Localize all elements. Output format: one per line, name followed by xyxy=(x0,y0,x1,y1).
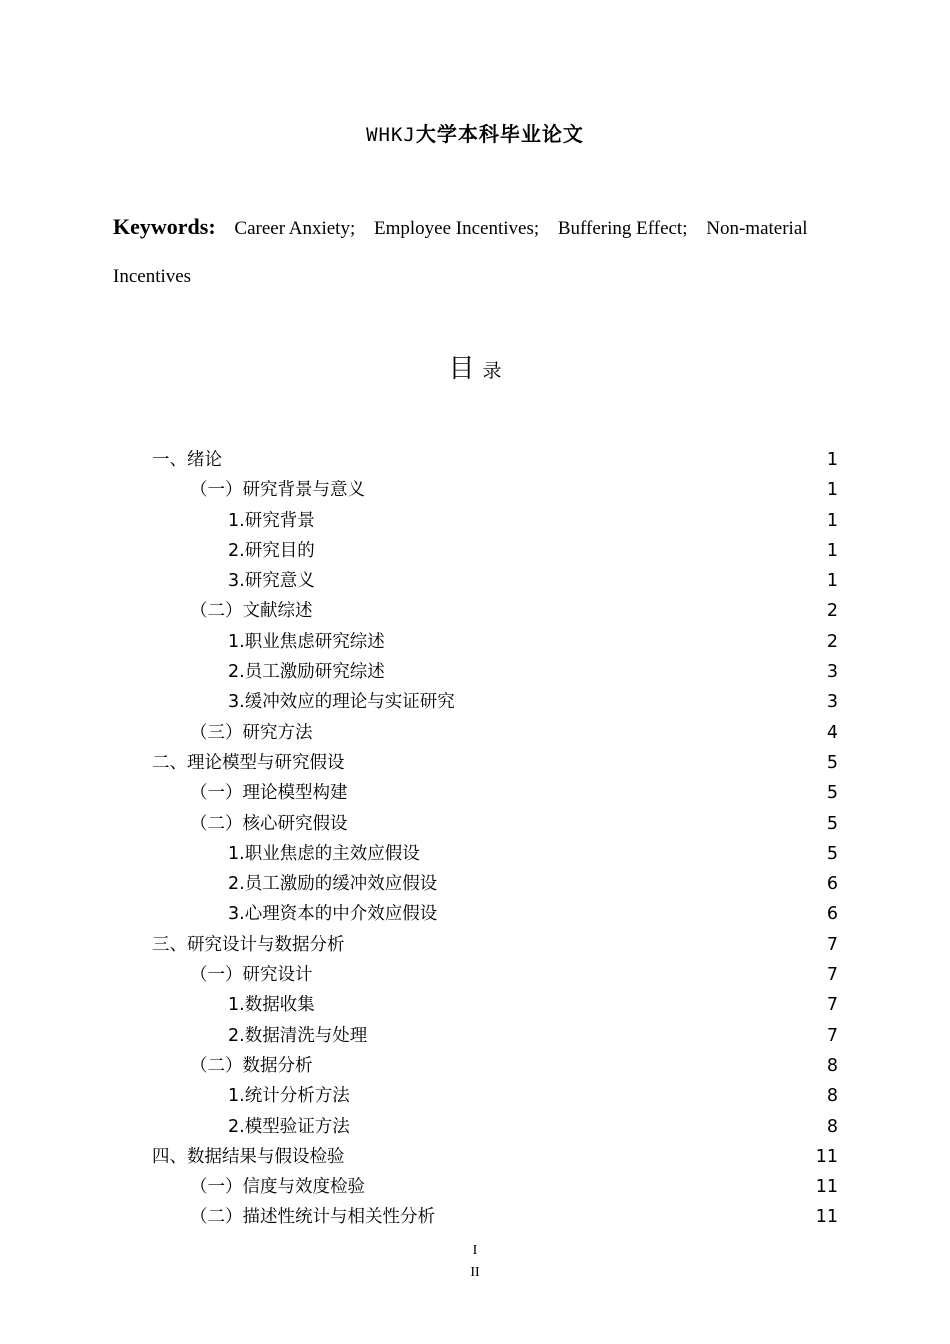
toc-entry-page: 3 xyxy=(826,692,838,713)
toc-entry[interactable] xyxy=(152,1112,838,1142)
toc-entry-page: 7 xyxy=(826,1025,838,1046)
toc-entry[interactable] xyxy=(152,899,838,929)
page-header-title xyxy=(0,118,950,147)
toc-entry-label: 二、理论模型与研究假设 xyxy=(152,752,345,773)
toc-entry-page: 8 xyxy=(826,1086,838,1107)
toc-entry[interactable] xyxy=(152,475,838,505)
toc-entry-label: 2.员工激励的缓冲效应假设 xyxy=(228,874,438,895)
toc-entry-label: （二）描述性统计与相关性分析 xyxy=(190,1207,435,1228)
toc-entry-page: 6 xyxy=(826,874,838,895)
toc-entry-label: 一、绪论 xyxy=(152,450,222,470)
toc-entry-label: 3.心理资本的中介效应假设 xyxy=(228,904,438,925)
toc-entry[interactable] xyxy=(152,960,838,990)
toc-entry-label: 2.研究目的 xyxy=(228,540,315,561)
toc-entry[interactable] xyxy=(152,1202,838,1232)
toc-entry-label: 1.统计分析方法 xyxy=(228,1086,350,1107)
toc-entry-page: 3 xyxy=(826,662,838,683)
toc-entry-page: 5 xyxy=(826,813,838,834)
toc-entry-label: 1.数据收集 xyxy=(228,995,315,1016)
toc-entry-label: 2.数据清洗与处理 xyxy=(228,1025,368,1046)
toc-title-small: 录 xyxy=(482,360,502,382)
toc-entry-page: 4 xyxy=(826,722,838,743)
toc-entry[interactable] xyxy=(152,596,838,626)
toc-entry-label: 1.职业焦虑的主效应假设 xyxy=(228,843,420,864)
toc-entry[interactable] xyxy=(152,1081,838,1111)
keyword-item: Buffering Effect; xyxy=(557,218,688,239)
page-number-roman-2: II xyxy=(470,1265,480,1280)
toc-entry-page: 5 xyxy=(826,783,838,804)
toc-entry-page: 7 xyxy=(826,995,838,1016)
toc-entry-label: 1.研究背景 xyxy=(228,510,315,531)
toc-entry[interactable] xyxy=(152,627,838,657)
keyword-item: Career Anxiety; xyxy=(234,218,356,239)
toc-entry-page: 2 xyxy=(826,601,838,622)
toc-entry[interactable] xyxy=(152,566,838,596)
toc-entry[interactable] xyxy=(152,1172,838,1202)
toc-entry-label: （一）理论模型构建 xyxy=(190,783,348,804)
toc-entry[interactable] xyxy=(152,657,838,687)
toc-entry-label: （二）数据分析 xyxy=(190,1055,313,1076)
table-of-contents xyxy=(152,445,838,1233)
toc-entry-label: 2.模型验证方法 xyxy=(228,1116,350,1137)
toc-entry-label: （一）研究背景与意义 xyxy=(190,480,365,501)
toc-entry-page: 7 xyxy=(826,934,838,955)
toc-entry[interactable] xyxy=(152,930,838,960)
toc-entry-label: （一）信度与效度检验 xyxy=(190,1177,365,1198)
header-cjk: 大学本科毕业论文 xyxy=(415,122,584,146)
toc-entry-label: 1.职业焦虑研究综述 xyxy=(228,631,385,652)
toc-entry-label: 2.员工激励研究综述 xyxy=(228,662,385,683)
keywords-label: Keywords: xyxy=(113,214,216,239)
toc-entry-page: 2 xyxy=(826,631,838,652)
toc-entry[interactable] xyxy=(152,839,838,869)
toc-entry[interactable] xyxy=(152,809,838,839)
toc-entry-page: 1 xyxy=(826,540,838,561)
toc-entry-page: 1 xyxy=(826,571,838,592)
toc-entry[interactable] xyxy=(152,869,838,899)
toc-entry-page: 5 xyxy=(826,752,838,773)
toc-entry-page: 11 xyxy=(815,1207,838,1228)
toc-entry[interactable] xyxy=(152,1021,838,1051)
keyword-item: Non-material Incentives xyxy=(113,218,808,287)
toc-entry-page: 7 xyxy=(826,965,838,986)
toc-entry-page: 8 xyxy=(826,1116,838,1137)
toc-entry-label: （二）文献综述 xyxy=(190,601,313,622)
toc-title-big: 目 xyxy=(448,354,475,384)
toc-entry-page: 5 xyxy=(826,843,838,864)
toc-entry[interactable] xyxy=(152,718,838,748)
toc-entry[interactable] xyxy=(152,1142,838,1172)
toc-entry[interactable] xyxy=(152,506,838,536)
toc-entry[interactable] xyxy=(152,748,838,778)
toc-entry-page: 6 xyxy=(826,904,838,925)
toc-title xyxy=(0,348,950,385)
toc-entry-label: 三、研究设计与数据分析 xyxy=(152,934,345,955)
toc-entry[interactable] xyxy=(152,778,838,808)
toc-entry[interactable] xyxy=(152,1051,838,1081)
toc-entry-label: （三）研究方法 xyxy=(190,722,313,743)
toc-entry-label: （二）核心研究假设 xyxy=(190,813,348,834)
toc-entry-page: 1 xyxy=(826,480,838,501)
keywords-paragraph xyxy=(113,203,813,301)
toc-entry-label: 四、数据结果与假设检验 xyxy=(152,1146,345,1167)
toc-entry-page: 11 xyxy=(815,1177,838,1198)
toc-entry-page: 11 xyxy=(815,1146,838,1167)
toc-entry-label: 3.缓冲效应的理论与实证研究 xyxy=(228,692,455,713)
page-number-roman-1: I xyxy=(472,1243,478,1258)
keyword-item: Employee Incentives; xyxy=(373,218,540,239)
toc-entry[interactable] xyxy=(152,536,838,566)
toc-entry-label: 3.研究意义 xyxy=(228,571,315,592)
toc-entry[interactable] xyxy=(152,687,838,717)
toc-entry-label: （一）研究设计 xyxy=(190,965,313,986)
toc-entry[interactable] xyxy=(152,990,838,1020)
header-latin: WHKJ xyxy=(366,124,416,146)
toc-entry-page: 1 xyxy=(826,450,838,470)
toc-entry[interactable] xyxy=(152,445,838,475)
toc-entry-page: 8 xyxy=(826,1055,838,1076)
toc-entry-page: 1 xyxy=(826,510,838,531)
